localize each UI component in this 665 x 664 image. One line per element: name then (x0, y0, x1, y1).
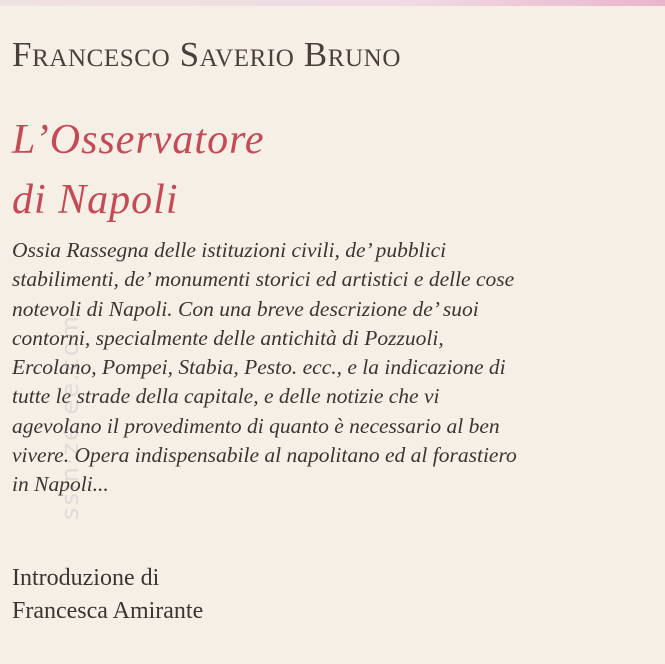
book-description (12, 236, 652, 500)
description-line: Ossia Rassegna delle istituzioni civili, de’ pubblici (12, 238, 447, 262)
description-line: vivere. Opera indispensabile al napolitano ed al forastiero (12, 443, 517, 468)
book-title (12, 110, 265, 230)
description-line: tutte le strade della capitale, e delle notizie che vi (12, 384, 440, 409)
author-name: Francesco Saverio Bruno (12, 35, 401, 74)
top-color-band (0, 0, 665, 6)
title-line: di Napoli (12, 177, 179, 223)
watermark: ssin·ze·ee.com (56, 314, 84, 520)
description-line: in Napoli... (12, 472, 109, 497)
description-line: stabilimenti, de’ monumenti storici ed artistici e delle cose (12, 267, 515, 292)
intro-line: Introduzione di (12, 565, 160, 591)
intro-line: Francesca Amirante (12, 598, 204, 624)
description-line: Ercolano, Pompei, Stabia, Pesto. ecc., e la indicazione di (12, 355, 506, 380)
title-line: L’Osservatore (12, 117, 265, 163)
description-line: agevolano il provedimento di quanto è necessario al ben (12, 413, 500, 438)
introduction-credit (12, 562, 203, 628)
description-line: notevoli di Napoli. Con una breve descrizione de’ suoi (12, 296, 479, 321)
description-line: contorni, specialmente delle antichità di Pozzuoli, (12, 325, 444, 350)
